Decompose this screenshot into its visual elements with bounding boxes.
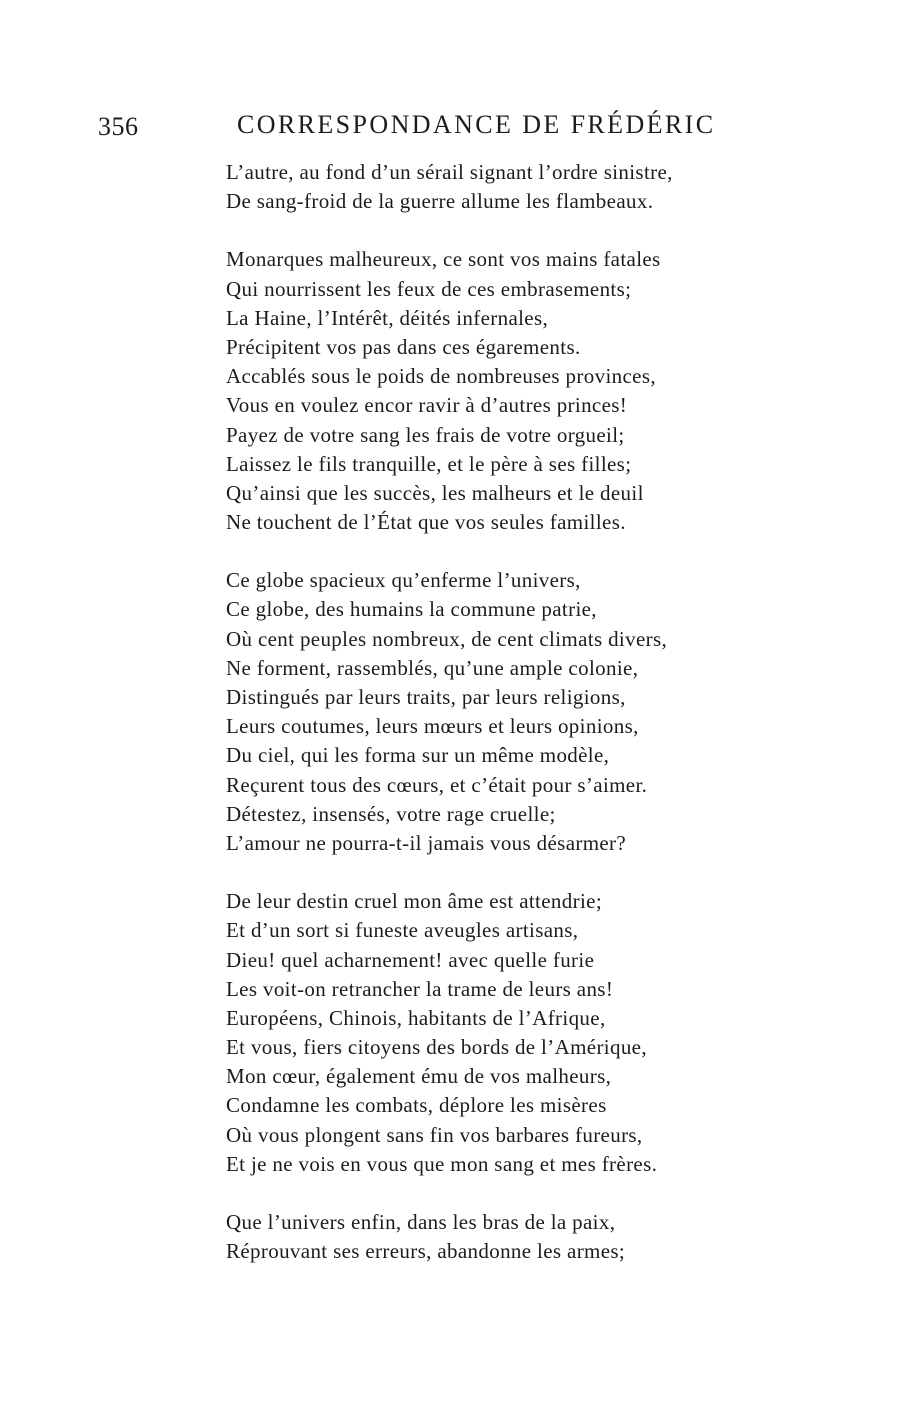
verse-line: Vous en voulez encor ravir à d’autres princes!	[226, 393, 628, 418]
verse-line: Distingués par leurs traits, par leurs religions,	[226, 685, 626, 709]
verse-line: Qui nourrissent les feux de ces embrasements;	[226, 276, 632, 301]
verse-line: La Haine, l’Intérêt, déités infernales,	[226, 305, 549, 330]
running-title: CORRESPONDANCE DE FRÉDÉRIC	[237, 110, 716, 139]
verse-line: Et d’un sort si funeste aveugles artisans,	[226, 918, 579, 943]
verse-line: Où vous plongent sans fin vos barbares fureurs,	[226, 1122, 643, 1147]
verse-line: Dieu! quel acharnement! avec quelle furie	[226, 947, 595, 972]
verse-line: Du ciel, qui les forma sur un même modèle,	[226, 743, 610, 768]
verse-line: Accablés sous le poids de nombreuses provinces,	[226, 364, 656, 389]
verse-line: Leurs coutumes, leurs mœurs et leurs opinions,	[226, 714, 639, 739]
verse-line: Qu’ainsi que les succès, les malheurs et le deuil	[226, 480, 644, 505]
stanza	[226, 245, 846, 537]
verse-line: De sang-froid de la guerre allume les flambeaux.	[226, 189, 654, 214]
verse-line: Où cent peuples nombreux, de cent climats divers,	[226, 626, 668, 651]
stanza	[226, 1208, 846, 1266]
verse-line: Payez de votre sang les frais de votre orgueil;	[226, 422, 625, 447]
verse-line: Réprouvant ses erreurs, abandonne les armes;	[226, 1239, 626, 1264]
stanza	[226, 887, 846, 1179]
page-number: 356	[98, 112, 139, 141]
verse-line: Ce globe, des humains la commune patrie,	[226, 597, 597, 622]
verse-line: De leur destin cruel mon âme est attendrie;	[226, 889, 602, 914]
stanza	[226, 158, 846, 216]
verse-line: Monarques malheureux, ce sont vos mains fatales	[226, 247, 661, 272]
verse-line: Les voit-on retrancher la trame de leurs ans!	[226, 976, 614, 1001]
verse-line: Ne touchent de l’État que vos seules familles.	[226, 510, 626, 535]
verse-line: Ne forment, rassemblés, qu’une ample colonie,	[226, 655, 639, 680]
verse-line: Et je ne vois en vous que mon sang et mes frères.	[226, 1151, 658, 1176]
verse-line: Précipitent vos pas dans ces égarements.	[226, 334, 581, 359]
verse-line: Ce globe spacieux qu’enferme l’univers,	[226, 568, 581, 593]
verse-line: Condamne les combats, déplore les misères	[226, 1093, 607, 1118]
verse-line: Que l’univers enfin, dans les bras de la paix,	[226, 1210, 616, 1234]
poem-text	[226, 158, 846, 1295]
verse-line: Mon cœur, également ému de vos malheurs,	[226, 1064, 612, 1089]
verse-line: Et vous, fiers citoyens des bords de l’Amérique,	[226, 1035, 647, 1060]
verse-line: L’amour ne pourra-t-il jamais vous désarmer?	[226, 830, 627, 855]
verse-line: Reçurent tous des cœurs, et c’était pour s’aimer.	[226, 772, 648, 797]
verse-line: Détestez, insensés, votre rage cruelle;	[226, 801, 556, 826]
verse-line: Laissez le fils tranquille, et le père à ses filles;	[226, 451, 632, 476]
verse-line: Européens, Chinois, habitants de l’Afrique,	[226, 1005, 606, 1030]
stanza	[226, 566, 846, 858]
verse-line: L’autre, au fond d’un sérail signant l’ordre sinistre,	[226, 160, 673, 184]
